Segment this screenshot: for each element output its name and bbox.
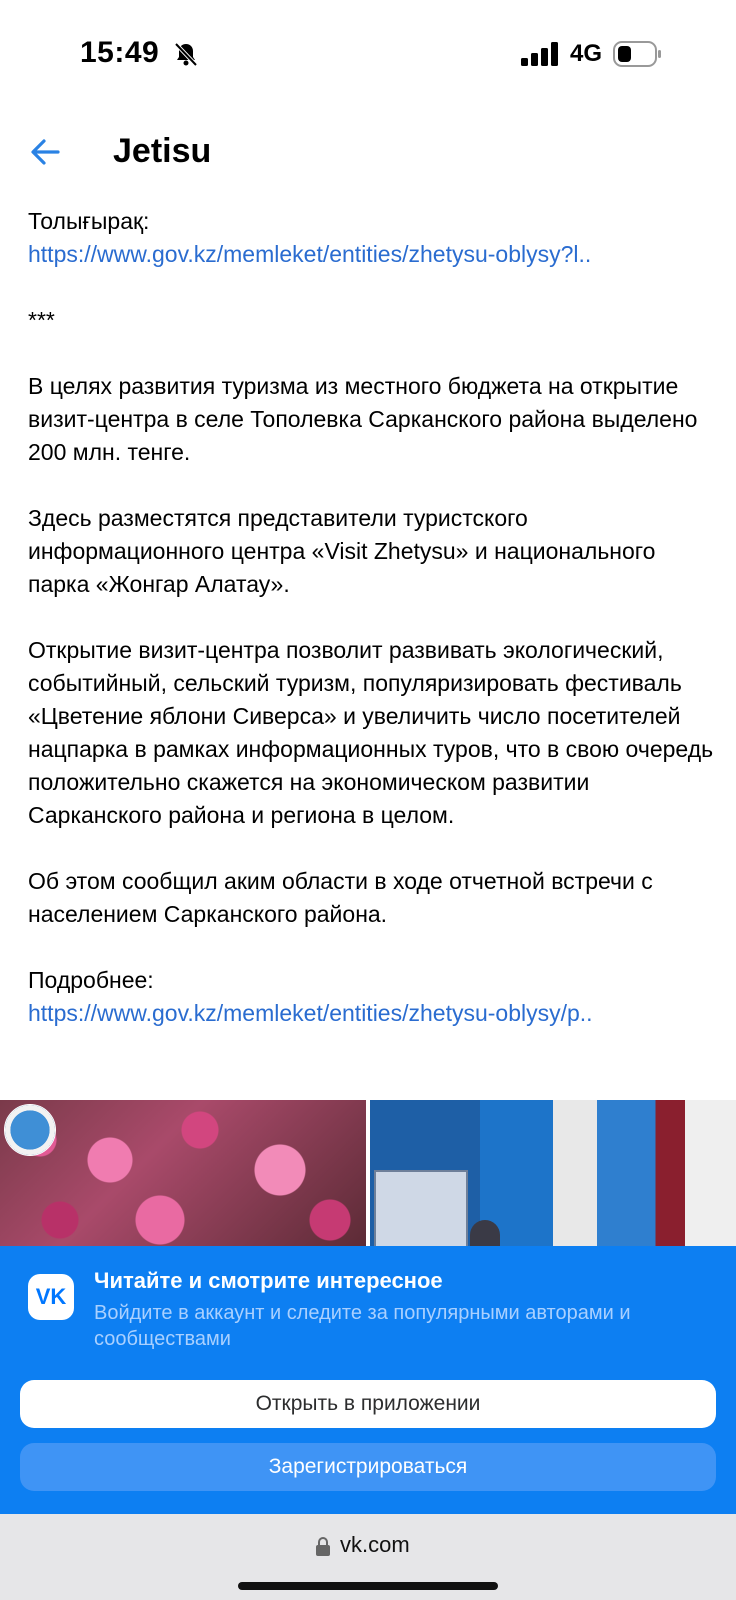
back-arrow-icon[interactable] xyxy=(26,132,66,172)
url-text[interactable]: vk.com xyxy=(340,1532,410,1557)
separator: *** xyxy=(28,307,55,333)
battery-icon xyxy=(613,40,663,68)
paragraph: В целях развития туризма из местного бюджета на открытие визит-центра в селе Тополевка Сарканского района выделено 200 млн. тенге. xyxy=(28,373,698,465)
open-in-app-button[interactable]: Открыть в приложении xyxy=(20,1380,716,1428)
signal-icon xyxy=(521,42,561,66)
page-header xyxy=(0,120,736,186)
photo-blossom[interactable] xyxy=(0,1100,366,1246)
more-label: Толығырақ: xyxy=(28,208,150,234)
paragraph: Здесь разместятся представители туристского информационного центра «Visit Zhetysu» и национального парка «Жонгар Алатау». xyxy=(28,505,656,597)
paragraph: Об этом сообщил аким области в ходе отчетной встречи с населением Сарканского района. xyxy=(28,868,653,927)
presentation-screen xyxy=(374,1170,468,1246)
details-label: Подробнее: xyxy=(28,967,154,993)
lock-icon xyxy=(315,1536,331,1556)
post-photos xyxy=(0,1100,736,1246)
region-emblem-icon xyxy=(4,1104,56,1156)
paragraph: Открытие визит-центра позволит развивать экологический, событийный, сельский туризм, популяризировать фестиваль «Цветение яблони Сиверса» и увеличить число посетителей нацпарка в рамках информационных туров, что в свою очередь положительно скажется на экономическом развитии Сарканского района и региона в целом. xyxy=(28,637,714,828)
details-link[interactable]: https://www.gov.kz/memleket/entities/zhetysu-oblysy/p.. xyxy=(28,1000,593,1026)
bell-off-icon xyxy=(172,40,200,68)
browser-address-bar xyxy=(0,1514,736,1600)
home-indicator[interactable] xyxy=(238,1582,498,1590)
source-link[interactable]: https://www.gov.kz/memleket/entities/zhetysu-oblysy?l.. xyxy=(28,241,592,267)
register-button[interactable]: Зарегистрироваться xyxy=(20,1443,716,1491)
banner-title: Читайте и смотрите интересное xyxy=(94,1268,443,1293)
speaker-figure xyxy=(470,1220,500,1246)
network-type: 4G xyxy=(570,40,603,67)
banner-subtitle: Войдите в аккаунт и следите за популярными авторами и сообществами xyxy=(94,1302,631,1350)
status-bar xyxy=(0,0,736,100)
post-body xyxy=(28,205,718,1030)
vk-logo-icon: VK xyxy=(28,1274,74,1320)
status-time: 15:49 xyxy=(80,36,160,69)
vk-promo-banner xyxy=(0,1246,736,1514)
page-title: Jetisu xyxy=(113,132,212,170)
